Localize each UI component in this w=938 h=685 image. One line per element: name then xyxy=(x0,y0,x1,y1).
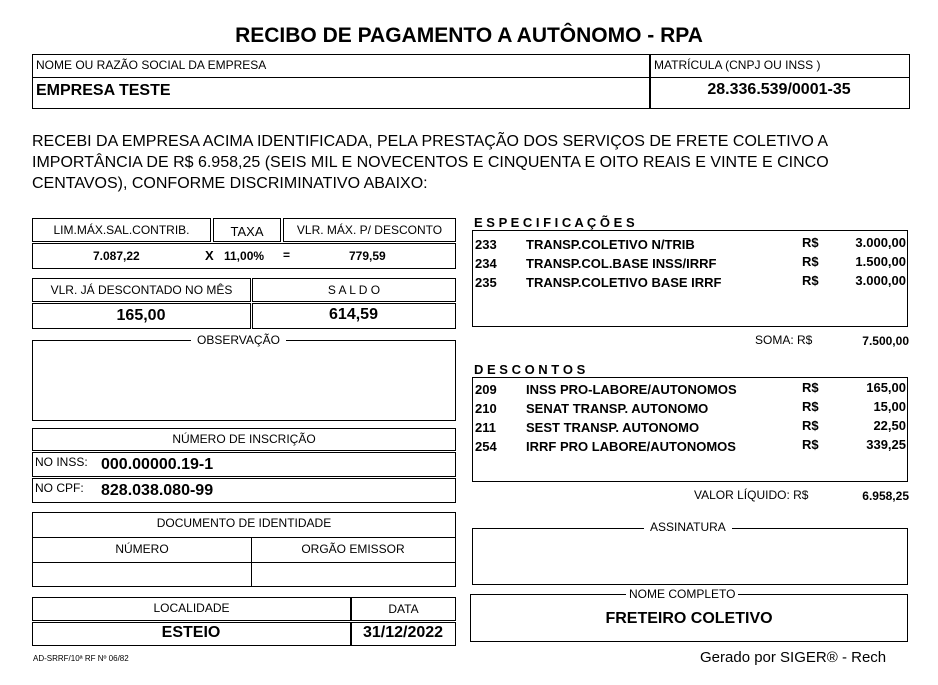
ja-desc-value: 165,00 xyxy=(116,307,166,324)
matricula-box xyxy=(649,54,910,109)
vlr-max-label-box xyxy=(283,218,456,242)
descontos-title: D E S C O N T O S xyxy=(474,362,586,377)
spec-code: 233 xyxy=(475,237,497,252)
desconto-currency: R$ xyxy=(802,380,819,395)
desconto-currency: R$ xyxy=(802,399,819,414)
data-label-box xyxy=(351,597,456,621)
empresa-name-value: EMPRESA TESTE xyxy=(36,82,171,99)
empresa-box xyxy=(32,54,651,109)
empresa-name-label: NOME OU RAZÃO SOCIAL DA EMPRESA xyxy=(36,58,267,72)
taxa-label: TAXA xyxy=(230,224,264,239)
desconto-value: 22,50 xyxy=(873,418,906,433)
lim-label-box xyxy=(32,218,211,242)
spec-code: 234 xyxy=(475,256,497,271)
desconto-desc: INSS PRO-LABORE/AUTONOMOS xyxy=(526,382,737,397)
desconto-desc: IRRF PRO LABORE/AUTONOMOS xyxy=(526,439,736,454)
localidade-label: LOCALIDADE xyxy=(153,601,230,615)
lim-value: 7.087,22 xyxy=(93,249,140,263)
valor-liquido-value: 6.958,25 xyxy=(862,489,909,503)
identidade-box xyxy=(32,512,456,587)
vlr-max-value: 779,59 xyxy=(349,249,386,263)
desconto-code: 211 xyxy=(475,420,496,435)
spec-value: 1.500,00 xyxy=(855,254,906,269)
matricula-value: 28.336.539/0001-35 xyxy=(707,81,851,98)
saldo-label: S A L D O xyxy=(327,283,381,297)
localidade-value-box xyxy=(32,622,351,646)
cpf-label: NO CPF: xyxy=(35,481,84,495)
descontos-box xyxy=(472,377,908,482)
ja-desc-value-box xyxy=(32,303,251,329)
numero-label: NÚMERO xyxy=(115,542,169,556)
spec-value: 3.000,00 xyxy=(855,273,906,288)
saldo-label-box xyxy=(252,278,456,302)
desconto-value: 165,00 xyxy=(866,380,906,395)
spec-currency: R$ xyxy=(802,273,819,288)
desconto-code: 210 xyxy=(475,401,497,416)
assinatura-label: ASSINATURA xyxy=(644,520,732,534)
identidade-label: DOCUMENTO DE IDENTIDADE xyxy=(156,516,332,530)
declaration-text: RECEBI DA EMPRESA ACIMA IDENTIFICADA, PELA PRESTAÇÃO DOS SERVIÇOS DE FRETE COLETIVO A IMPORTÂNCIA DE R$ 6.958,25 (SEIS MIL E NOVECENTOS E CINQUENTA E OITO REAIS E VINTE E CINCO CENTAVOS), CONFORME DISCRIMINATIVO ABAIXO: xyxy=(32,133,829,192)
localidade-label-box xyxy=(32,597,351,621)
ja-desc-label-box xyxy=(32,278,251,302)
spec-value: 3.000,00 xyxy=(855,235,906,250)
spec-code: 235 xyxy=(475,275,497,290)
calc-values-box xyxy=(32,243,456,269)
observacao-label: OBSERVAÇÃO xyxy=(191,333,286,347)
desconto-currency: R$ xyxy=(802,437,819,452)
taxa-value: 11,00% xyxy=(224,249,265,263)
spec-currency: R$ xyxy=(802,235,819,250)
taxa-label-box xyxy=(213,218,281,242)
desconto-desc: SENAT TRANSP. AUTONOMO xyxy=(526,401,709,416)
desconto-code: 209 xyxy=(475,382,497,397)
spec-currency: R$ xyxy=(802,254,819,269)
observacao-box xyxy=(32,340,456,421)
inss-value: 000.00000.19-1 xyxy=(101,456,214,473)
inss-box xyxy=(32,452,456,477)
data-label: DATA xyxy=(388,602,419,616)
orgao-emissor-label: ORGÃO EMISSOR xyxy=(301,542,405,556)
desconto-value: 339,25 xyxy=(866,437,906,452)
nome-completo-label: NOME COMPLETO xyxy=(626,587,738,601)
spec-desc: TRANSP.COL.BASE INSS/IRRF xyxy=(526,256,717,271)
desconto-desc: SEST TRANSP. AUTONOMO xyxy=(526,420,700,435)
vlr-max-label: VLR. MÁX. P/ DESCONTO xyxy=(296,223,443,237)
valor-liquido-label: VALOR LÍQUIDO: R$ xyxy=(694,488,809,502)
localidade-value: ESTEIO xyxy=(161,624,221,641)
matricula-label: MATRÍCULA (CNPJ OU INSS ) xyxy=(654,58,821,72)
nome-completo-value: FRETEIRO COLETIVO xyxy=(605,610,773,627)
spec-desc: TRANSP.COLETIVO N/TRIB xyxy=(526,237,695,252)
spec-desc: TRANSP.COLETIVO BASE IRRF xyxy=(526,275,722,290)
page-title: RECIBO DE PAGAMENTO A AUTÔNOMO - RPA xyxy=(235,24,703,47)
x-sign: X xyxy=(205,248,214,263)
desconto-currency: R$ xyxy=(802,418,819,433)
desconto-code: 254 xyxy=(475,439,497,454)
form-code: AD-SRRF/10ª RF Nº 06/82 xyxy=(33,654,129,663)
cpf-value: 828.038.080-99 xyxy=(101,482,214,499)
nome-completo-box xyxy=(470,594,908,642)
generated-by: Gerado por SIGER® - Rech xyxy=(700,649,887,666)
desconto-value: 15,00 xyxy=(873,399,906,414)
data-value-box xyxy=(351,622,456,646)
soma-label: SOMA: R$ xyxy=(755,333,813,347)
assinatura-box[interactable] xyxy=(472,528,908,585)
especificacoes-title: E S P E C I F I C A Ç Õ E S xyxy=(474,215,635,230)
inss-label: NO INSS: xyxy=(35,455,88,469)
lim-label: LIM.MÁX.SAL.CONTRIB. xyxy=(53,223,190,237)
ja-desc-label: VLR. JÁ DESCONTADO NO MÊS xyxy=(50,283,233,297)
saldo-value-box xyxy=(252,303,456,329)
inscricao-label-box xyxy=(32,428,456,451)
especificacoes-box xyxy=(472,230,908,327)
cpf-box xyxy=(32,478,456,503)
data-value: 31/12/2022 xyxy=(362,624,444,641)
inscricao-label: NÚMERO DE INSCRIÇÃO xyxy=(172,432,316,446)
soma-value: 7.500,00 xyxy=(862,334,909,348)
eq-sign: = xyxy=(283,248,291,262)
saldo-value: 614,59 xyxy=(329,306,378,323)
